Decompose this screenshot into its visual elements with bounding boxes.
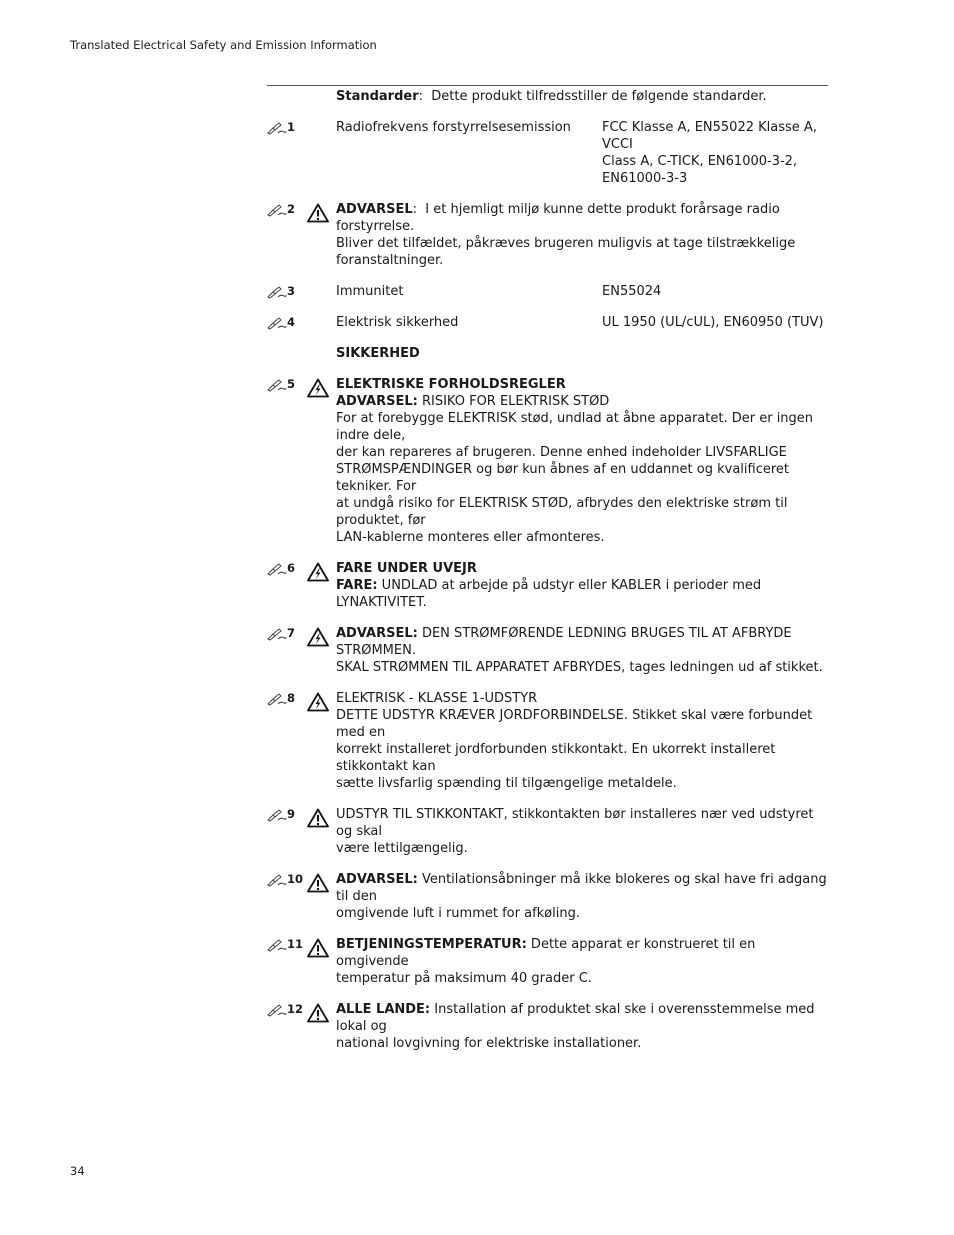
item-5: 5 ELEKTRISKE FORHOLDSREGLER ADVARSEL: RISIKO FOR ELEKTRISK STØD For at forebygge ELEKTRISK stød, undlad at åbne apparatet. Der er ingen indre dele, der kan repareres af brugeren. Denne enhed indeholder LIVSFARLIGE STRØMSPÆNDINGER og bør kun åbnes af en uddannet og kvalificeret tekniker. For at undgå risiko for ELEKTRISK STØD, afbrydes den elektriske strøm til produktet, før LAN-kablerne monteres eller afmonteres.	[267, 376, 832, 546]
safety-content	[267, 87, 832, 1066]
item-11: 11 BETJENINGSTEMPERATUR: Dette apparat er konstrueret til en omgivende temperatur på maksimum 40 grader C.	[267, 936, 832, 987]
item-7: 7 ADVARSEL: DEN STRØMFØRENDE LEDNING BRUGES TIL AT AFBRYDE STRØMMEN. SKAL STRØMMEN TIL APPARATET AFBRYDES, tages ledningen ud af stikket.	[267, 625, 832, 676]
pen-note-icon	[267, 562, 287, 576]
pen-note-icon	[267, 378, 287, 392]
item-number: 9	[287, 807, 296, 821]
item-8: 8 ELEKTRISK - KLASSE 1-UDSTYR DETTE UDSTYR KRÆVER JORDFORBINDELSE. Stikket skal være forbundet med en korrekt installeret jordforbunden stikkontakt. En ukorrekt installeret stikkontakt kan sætte livsfarlig spænding til tilgængelige metaldele.	[267, 690, 832, 792]
warning-triangle-icon	[307, 203, 329, 223]
pen-note-icon	[267, 121, 287, 135]
item-3	[267, 283, 832, 300]
electric-shock-warning-icon	[307, 378, 329, 398]
pen-note-icon	[267, 627, 287, 641]
item-10: 10 ADVARSEL: Ventilationsåbninger må ikke blokeres og skal have fri adgang til den omgivende luft i rummet for afkøling.	[267, 871, 832, 922]
item-value: EN55024	[602, 284, 662, 299]
item-number: 6	[287, 561, 296, 575]
running-header: Translated Electrical Safety and Emission Information	[70, 38, 377, 52]
intro-row	[267, 88, 832, 105]
warning-triangle-icon	[307, 808, 329, 828]
item-12: 12 ALLE LANDE: Installation af produktet skal ske i overensstemmelse med lokal og national lovgivning for elektriske installationer.	[267, 1001, 832, 1052]
pen-note-icon	[267, 808, 287, 822]
item-number: 7	[287, 626, 296, 640]
section-title: SIKKERHED	[336, 346, 420, 361]
item-number: 11	[287, 937, 304, 951]
item-value: FCC Klasse A, EN55022 Klasse A, VCCI Class A, C-TICK, EN61000-3-2, EN61000-3-3	[602, 120, 817, 186]
item-label: Elektrisk sikkerhed	[336, 315, 459, 330]
top-rule	[267, 85, 828, 86]
electric-shock-warning-icon	[307, 562, 329, 582]
item-number: 5	[287, 377, 296, 391]
item-number: 1	[287, 120, 296, 134]
item-number: 12	[287, 1002, 304, 1016]
item-6: 6 FARE UNDER UVEJR FARE: UNDLAD at arbejde på udstyr eller KABLER i perioder med LYNAKTIVITET.	[267, 560, 832, 611]
page-number: 34	[70, 1164, 85, 1178]
warning-triangle-icon	[307, 938, 329, 958]
item-label: Immunitet	[336, 284, 404, 299]
item-2: 2 ADVARSEL: I et hjemligt miljø kunne dette produkt forårsage radio forstyrrelse. Bliver det tilfældet, påkræves brugeren muligvis at tage tilstrækkelige foranstaltninger.	[267, 201, 832, 269]
item-number: 4	[287, 315, 296, 329]
warning-triangle-icon	[307, 1003, 329, 1023]
item-9: 9 UDSTYR TIL STIKKONTAKT, stikkontakten bør installeres nær ved udstyret og skal være lettilgængelig.	[267, 806, 832, 857]
item-number: 10	[287, 872, 304, 886]
electric-shock-warning-icon	[307, 692, 329, 712]
intro-label: Standarder	[336, 89, 419, 104]
item-number: 3	[287, 284, 296, 298]
intro-text: : Dette produkt tilfredsstiller de følgende standarder.	[418, 89, 767, 104]
warning-triangle-icon	[307, 873, 329, 893]
item-label: Radiofrekvens forstyrrelsesemission	[336, 120, 571, 135]
section-row	[267, 345, 832, 362]
item-number: 8	[287, 691, 296, 705]
item-1	[267, 119, 832, 187]
pen-note-icon	[267, 938, 287, 952]
pen-note-icon	[267, 316, 287, 330]
pen-note-icon	[267, 203, 287, 217]
item-number: 2	[287, 202, 296, 216]
pen-note-icon	[267, 692, 287, 706]
item-value: UL 1950 (UL/cUL), EN60950 (TUV)	[602, 315, 824, 330]
pen-note-icon	[267, 873, 287, 887]
electric-shock-warning-icon	[307, 627, 329, 647]
pen-note-icon	[267, 1003, 287, 1017]
pen-note-icon	[267, 285, 287, 299]
item-4	[267, 314, 832, 331]
